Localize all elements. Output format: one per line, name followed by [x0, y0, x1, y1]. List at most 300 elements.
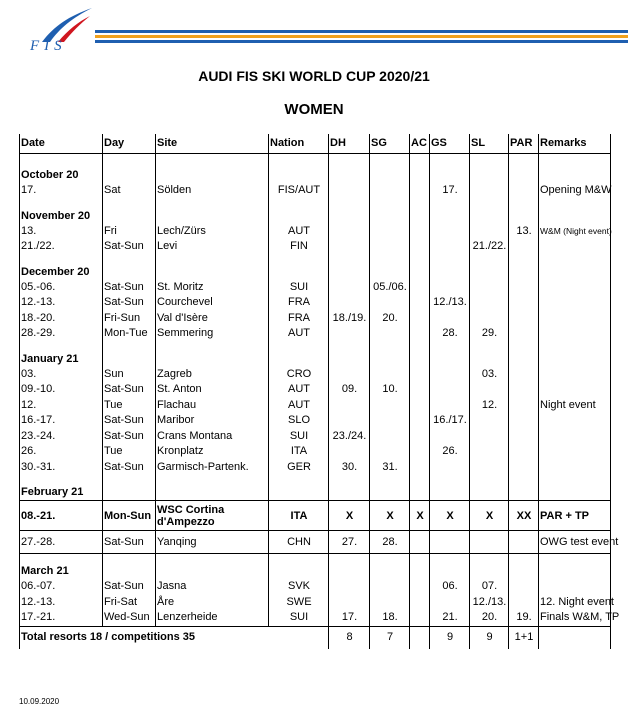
cell-sg — [370, 595, 410, 611]
event-row — [20, 311, 611, 327]
cell-gs — [430, 531, 470, 554]
cell-empty — [269, 154, 329, 184]
cell-date: 08.-21. — [20, 501, 103, 531]
cell-dh — [329, 595, 370, 611]
cell-ac — [410, 367, 430, 383]
cell-sl — [470, 382, 509, 398]
cell-par — [509, 326, 539, 342]
cell-empty — [156, 154, 269, 184]
cell-empty — [430, 255, 470, 280]
totals-label: Total resorts 18 / competitions 35 — [20, 626, 329, 649]
cell-day: Fri-Sat — [103, 595, 156, 611]
cell-empty — [370, 255, 410, 280]
cell-nation: FRA — [269, 311, 329, 327]
cell-day: Sat-Sun — [103, 382, 156, 398]
cell-gs — [430, 280, 470, 296]
cell-site: Courchevel — [156, 295, 269, 311]
cell-empty — [470, 554, 509, 580]
cell-empty — [156, 199, 269, 224]
cell-sl — [470, 183, 509, 199]
cell-empty — [509, 199, 539, 224]
cell-day: Sat-Sun — [103, 460, 156, 476]
cell-par — [509, 579, 539, 595]
cell-gs — [430, 224, 470, 240]
cell-empty — [103, 199, 156, 224]
total-sl: 9 — [470, 626, 509, 649]
cell-nation: SVK — [269, 579, 329, 595]
cell-sg — [370, 579, 410, 595]
cell-par — [509, 460, 539, 476]
cell-empty — [539, 255, 611, 280]
month-label: February 21 — [20, 475, 103, 501]
cell-par — [509, 239, 539, 255]
cell-site: Maribor — [156, 413, 269, 429]
cell-remarks — [539, 295, 611, 311]
event-row — [20, 295, 611, 311]
cell-day: Sat-Sun — [103, 579, 156, 595]
cell-date: 30.-31. — [20, 460, 103, 476]
cell-remarks — [539, 444, 611, 460]
cell-nation: ITA — [269, 501, 329, 531]
cell-site: Kronplatz — [156, 444, 269, 460]
cell-day: Sat — [103, 183, 156, 199]
cell-gs — [430, 398, 470, 414]
cell-empty — [470, 255, 509, 280]
cell-ac — [410, 398, 430, 414]
event-row — [20, 326, 611, 342]
cell-ac — [410, 444, 430, 460]
event-row — [20, 367, 611, 383]
cell-gs: 26. — [430, 444, 470, 460]
cell-site: Crans Montana — [156, 429, 269, 445]
cell-date: 26. — [20, 444, 103, 460]
cell-gs — [430, 382, 470, 398]
cell-sl: 07. — [470, 579, 509, 595]
cell-sg: 10. — [370, 382, 410, 398]
cell-empty — [430, 554, 470, 580]
cell-ac — [410, 595, 430, 611]
cell-empty — [410, 554, 430, 580]
cell-date: 12.-13. — [20, 595, 103, 611]
cell-site: WSC Cortina d'Ampezzo — [156, 501, 269, 531]
cell-empty — [410, 342, 430, 367]
cell-gs: 12./13. — [430, 295, 470, 311]
cell-site: Åre — [156, 595, 269, 611]
cell-empty — [410, 199, 430, 224]
cell-dh — [329, 367, 370, 383]
cell-sg — [370, 398, 410, 414]
cell-empty — [430, 154, 470, 184]
cell-sg — [370, 429, 410, 445]
cell-remarks — [539, 311, 611, 327]
cell-dh — [329, 413, 370, 429]
cell-nation: SUI — [269, 280, 329, 296]
cell-day: Wed-Sun — [103, 610, 156, 626]
page-subtitle: WOMEN — [284, 101, 344, 118]
cell-nation: SUI — [269, 429, 329, 445]
total-sg: 7 — [370, 626, 410, 649]
cell-remarks: OWG test event — [539, 531, 611, 554]
cell-date: 23.-24. — [20, 429, 103, 445]
cell-par — [509, 311, 539, 327]
col-sg: SG — [370, 134, 410, 154]
cell-empty — [103, 255, 156, 280]
cell-par — [509, 183, 539, 199]
cell-sg — [370, 224, 410, 240]
month-row — [20, 475, 611, 501]
cell-empty — [269, 255, 329, 280]
cell-dh — [329, 295, 370, 311]
cell-site: Zagreb — [156, 367, 269, 383]
cell-remarks — [539, 280, 611, 296]
month-row — [20, 255, 611, 280]
cell-sl: 29. — [470, 326, 509, 342]
cell-empty — [430, 199, 470, 224]
cell-date: 27.-28. — [20, 531, 103, 554]
month-label: March 21 — [20, 554, 103, 580]
total-par: 1+1 — [509, 626, 539, 649]
cell-nation: AUT — [269, 398, 329, 414]
cell-date: 13. — [20, 224, 103, 240]
cell-empty — [156, 554, 269, 580]
cell-gs: X — [430, 501, 470, 531]
cell-dh — [329, 224, 370, 240]
event-row — [20, 579, 611, 595]
cell-par — [509, 382, 539, 398]
cell-sg — [370, 239, 410, 255]
cell-remarks: Opening M&W — [539, 183, 611, 199]
cell-empty — [329, 255, 370, 280]
cell-nation: FIN — [269, 239, 329, 255]
cell-empty — [329, 554, 370, 580]
cell-dh: X — [329, 501, 370, 531]
col-date: Date — [20, 134, 103, 154]
cell-date: 05.-06. — [20, 280, 103, 296]
cell-ac — [410, 239, 430, 255]
month-label: November 20 — [20, 199, 103, 224]
cell-ac — [410, 460, 430, 476]
cell-sl — [470, 429, 509, 445]
cell-empty — [370, 554, 410, 580]
cell-site: Sölden — [156, 183, 269, 199]
cell-sg: 20. — [370, 311, 410, 327]
cell-ac — [410, 295, 430, 311]
cell-sl: 12. — [470, 398, 509, 414]
cell-empty — [329, 475, 370, 501]
cell-remarks: Night event — [539, 398, 611, 414]
cell-site: Lenzerheide — [156, 610, 269, 626]
col-site: Site — [156, 134, 269, 154]
event-row — [20, 595, 611, 611]
cell-date: 18.-20. — [20, 311, 103, 327]
total-ac — [410, 626, 430, 649]
cell-date: 06.-07. — [20, 579, 103, 595]
cell-day: Fri-Sun — [103, 311, 156, 327]
month-label: December 20 — [20, 255, 103, 280]
cell-par: XX — [509, 501, 539, 531]
cell-empty — [329, 154, 370, 184]
cell-empty — [269, 199, 329, 224]
cell-ac: X — [410, 501, 430, 531]
cell-sg: 18. — [370, 610, 410, 626]
cell-sl — [470, 280, 509, 296]
event-row — [20, 382, 611, 398]
cell-ac — [410, 311, 430, 327]
cell-dh: 30. — [329, 460, 370, 476]
cell-date: 28.-29. — [20, 326, 103, 342]
fis-logo-text: FIS — [30, 38, 67, 54]
cell-empty — [410, 255, 430, 280]
col-par: PAR — [509, 134, 539, 154]
cell-sl — [470, 460, 509, 476]
cell-gs: 28. — [430, 326, 470, 342]
cell-empty — [430, 342, 470, 367]
event-row — [20, 444, 611, 460]
cell-sg — [370, 413, 410, 429]
cell-remarks — [539, 239, 611, 255]
col-dh: DH — [329, 134, 370, 154]
cell-sl — [470, 311, 509, 327]
total-remarks — [539, 626, 611, 649]
cell-day: Tue — [103, 398, 156, 414]
event-row — [20, 610, 611, 626]
cell-empty — [329, 199, 370, 224]
cell-empty — [370, 199, 410, 224]
cell-sl — [470, 444, 509, 460]
cell-par — [509, 595, 539, 611]
cell-site: Val d'Isère — [156, 311, 269, 327]
cell-empty — [103, 554, 156, 580]
cell-par — [509, 398, 539, 414]
cell-gs: 21. — [430, 610, 470, 626]
footer-date: 10.09.2020 — [19, 697, 60, 706]
cell-par — [509, 444, 539, 460]
month-row — [20, 154, 611, 184]
cell-day: Sat-Sun — [103, 295, 156, 311]
cell-nation: AUT — [269, 224, 329, 240]
cell-empty — [539, 154, 611, 184]
cell-empty — [430, 475, 470, 501]
cell-dh: 27. — [329, 531, 370, 554]
cell-sl — [470, 531, 509, 554]
fis-logo — [14, 6, 94, 52]
cell-site: Levi — [156, 239, 269, 255]
cell-date: 12. — [20, 398, 103, 414]
cell-day: Sat-Sun — [103, 531, 156, 554]
cell-ac — [410, 429, 430, 445]
cell-remarks — [539, 413, 611, 429]
cell-empty — [470, 342, 509, 367]
event-row — [20, 183, 611, 199]
cell-sg — [370, 295, 410, 311]
month-row — [20, 342, 611, 367]
cell-day: Sun — [103, 367, 156, 383]
cell-dh: 18./19. — [329, 311, 370, 327]
cell-remarks: PAR + TP — [539, 501, 611, 531]
month-row — [20, 554, 611, 580]
cell-remarks: Finals W&M, TP — [539, 610, 611, 626]
cell-empty — [509, 255, 539, 280]
header-row — [20, 134, 611, 154]
cell-nation: CHN — [269, 531, 329, 554]
cell-day: Mon-Tue — [103, 326, 156, 342]
cell-nation: SUI — [269, 610, 329, 626]
event-row — [20, 501, 611, 531]
cell-empty — [103, 475, 156, 501]
cell-sl: 03. — [470, 367, 509, 383]
cell-nation: AUT — [269, 326, 329, 342]
cell-empty — [370, 475, 410, 501]
cell-empty — [410, 475, 430, 501]
event-row — [20, 531, 611, 554]
cell-gs: 17. — [430, 183, 470, 199]
cell-day: Sat-Sun — [103, 280, 156, 296]
cell-sg — [370, 444, 410, 460]
col-sl: SL — [470, 134, 509, 154]
cell-empty — [103, 342, 156, 367]
cell-par — [509, 531, 539, 554]
cell-dh — [329, 398, 370, 414]
cell-dh — [329, 183, 370, 199]
cell-day: Fri — [103, 224, 156, 240]
cell-date: 17. — [20, 183, 103, 199]
col-remarks: Remarks — [539, 134, 611, 154]
cell-dh: 09. — [329, 382, 370, 398]
cell-date: 17.-21. — [20, 610, 103, 626]
month-label: January 21 — [20, 342, 103, 367]
cell-empty — [509, 154, 539, 184]
cell-ac — [410, 382, 430, 398]
cell-date: 09.-10. — [20, 382, 103, 398]
cell-dh: 23./24. — [329, 429, 370, 445]
cell-ac — [410, 280, 430, 296]
cell-gs — [430, 239, 470, 255]
cell-sl: 12./13. — [470, 595, 509, 611]
cell-gs — [430, 460, 470, 476]
cell-sl — [470, 413, 509, 429]
cell-remarks: 12. Night event — [539, 595, 611, 611]
month-row — [20, 199, 611, 224]
cell-empty — [509, 342, 539, 367]
cell-nation: FRA — [269, 295, 329, 311]
col-day: Day — [103, 134, 156, 154]
cell-site: Semmering — [156, 326, 269, 342]
cell-empty — [269, 342, 329, 367]
cell-sg — [370, 326, 410, 342]
cell-sg: 05./06. — [370, 280, 410, 296]
cell-gs: 06. — [430, 579, 470, 595]
cell-empty — [269, 554, 329, 580]
cell-nation: SWE — [269, 595, 329, 611]
cell-day: Sat-Sun — [103, 429, 156, 445]
cell-day: Sat-Sun — [103, 413, 156, 429]
cell-day: Mon-Sun — [103, 501, 156, 531]
cell-par — [509, 413, 539, 429]
cell-empty — [156, 342, 269, 367]
cell-sg — [370, 183, 410, 199]
cell-gs — [430, 367, 470, 383]
cell-remarks: W&M (Night event) — [539, 224, 611, 240]
cell-remarks — [539, 367, 611, 383]
cell-site: St. Moritz — [156, 280, 269, 296]
cell-par: 19. — [509, 610, 539, 626]
cell-empty — [509, 554, 539, 580]
cell-ac — [410, 531, 430, 554]
cell-gs — [430, 595, 470, 611]
cell-sl — [470, 295, 509, 311]
cell-gs — [430, 429, 470, 445]
cell-sg: 31. — [370, 460, 410, 476]
cell-empty — [329, 342, 370, 367]
cell-nation: AUT — [269, 382, 329, 398]
cell-empty — [156, 255, 269, 280]
event-row — [20, 280, 611, 296]
event-row — [20, 429, 611, 445]
cell-empty — [370, 342, 410, 367]
cell-site: Jasna — [156, 579, 269, 595]
cell-empty — [539, 199, 611, 224]
cell-date: 16.-17. — [20, 413, 103, 429]
cell-empty — [509, 475, 539, 501]
month-label: October 20 — [20, 154, 103, 184]
cell-sl: 20. — [470, 610, 509, 626]
cell-ac — [410, 413, 430, 429]
event-row — [20, 413, 611, 429]
cell-sl: 21./22. — [470, 239, 509, 255]
cell-gs: 16./17. — [430, 413, 470, 429]
cell-empty — [156, 475, 269, 501]
cell-day: Tue — [103, 444, 156, 460]
cell-sl: X — [470, 501, 509, 531]
cell-gs — [430, 311, 470, 327]
total-gs: 9 — [430, 626, 470, 649]
cell-ac — [410, 610, 430, 626]
cell-dh — [329, 579, 370, 595]
cell-nation: CRO — [269, 367, 329, 383]
cell-empty — [103, 154, 156, 184]
event-row — [20, 398, 611, 414]
cell-site: Flachau — [156, 398, 269, 414]
cell-remarks — [539, 460, 611, 476]
cell-site: Yanqing — [156, 531, 269, 554]
cell-nation: SLO — [269, 413, 329, 429]
cell-date: 12.-13. — [20, 295, 103, 311]
cell-remarks — [539, 326, 611, 342]
cell-empty — [470, 199, 509, 224]
cell-empty — [539, 342, 611, 367]
cell-par: 13. — [509, 224, 539, 240]
cell-empty — [470, 154, 509, 184]
cell-site: Garmisch-Partenk. — [156, 460, 269, 476]
cell-sg: X — [370, 501, 410, 531]
cell-ac — [410, 183, 430, 199]
cell-ac — [410, 579, 430, 595]
cell-par — [509, 280, 539, 296]
cell-par — [509, 429, 539, 445]
header-stripes — [95, 30, 628, 45]
page-title: AUDI FIS SKI WORLD CUP 2020/21 — [198, 68, 430, 84]
event-row — [20, 239, 611, 255]
col-ac: AC — [410, 134, 430, 154]
calendar-table — [19, 134, 620, 649]
cell-empty — [470, 475, 509, 501]
cell-day: Sat-Sun — [103, 239, 156, 255]
total-dh: 8 — [329, 626, 370, 649]
cell-empty — [269, 475, 329, 501]
cell-nation: ITA — [269, 444, 329, 460]
cell-empty — [539, 554, 611, 580]
cell-sg: 28. — [370, 531, 410, 554]
